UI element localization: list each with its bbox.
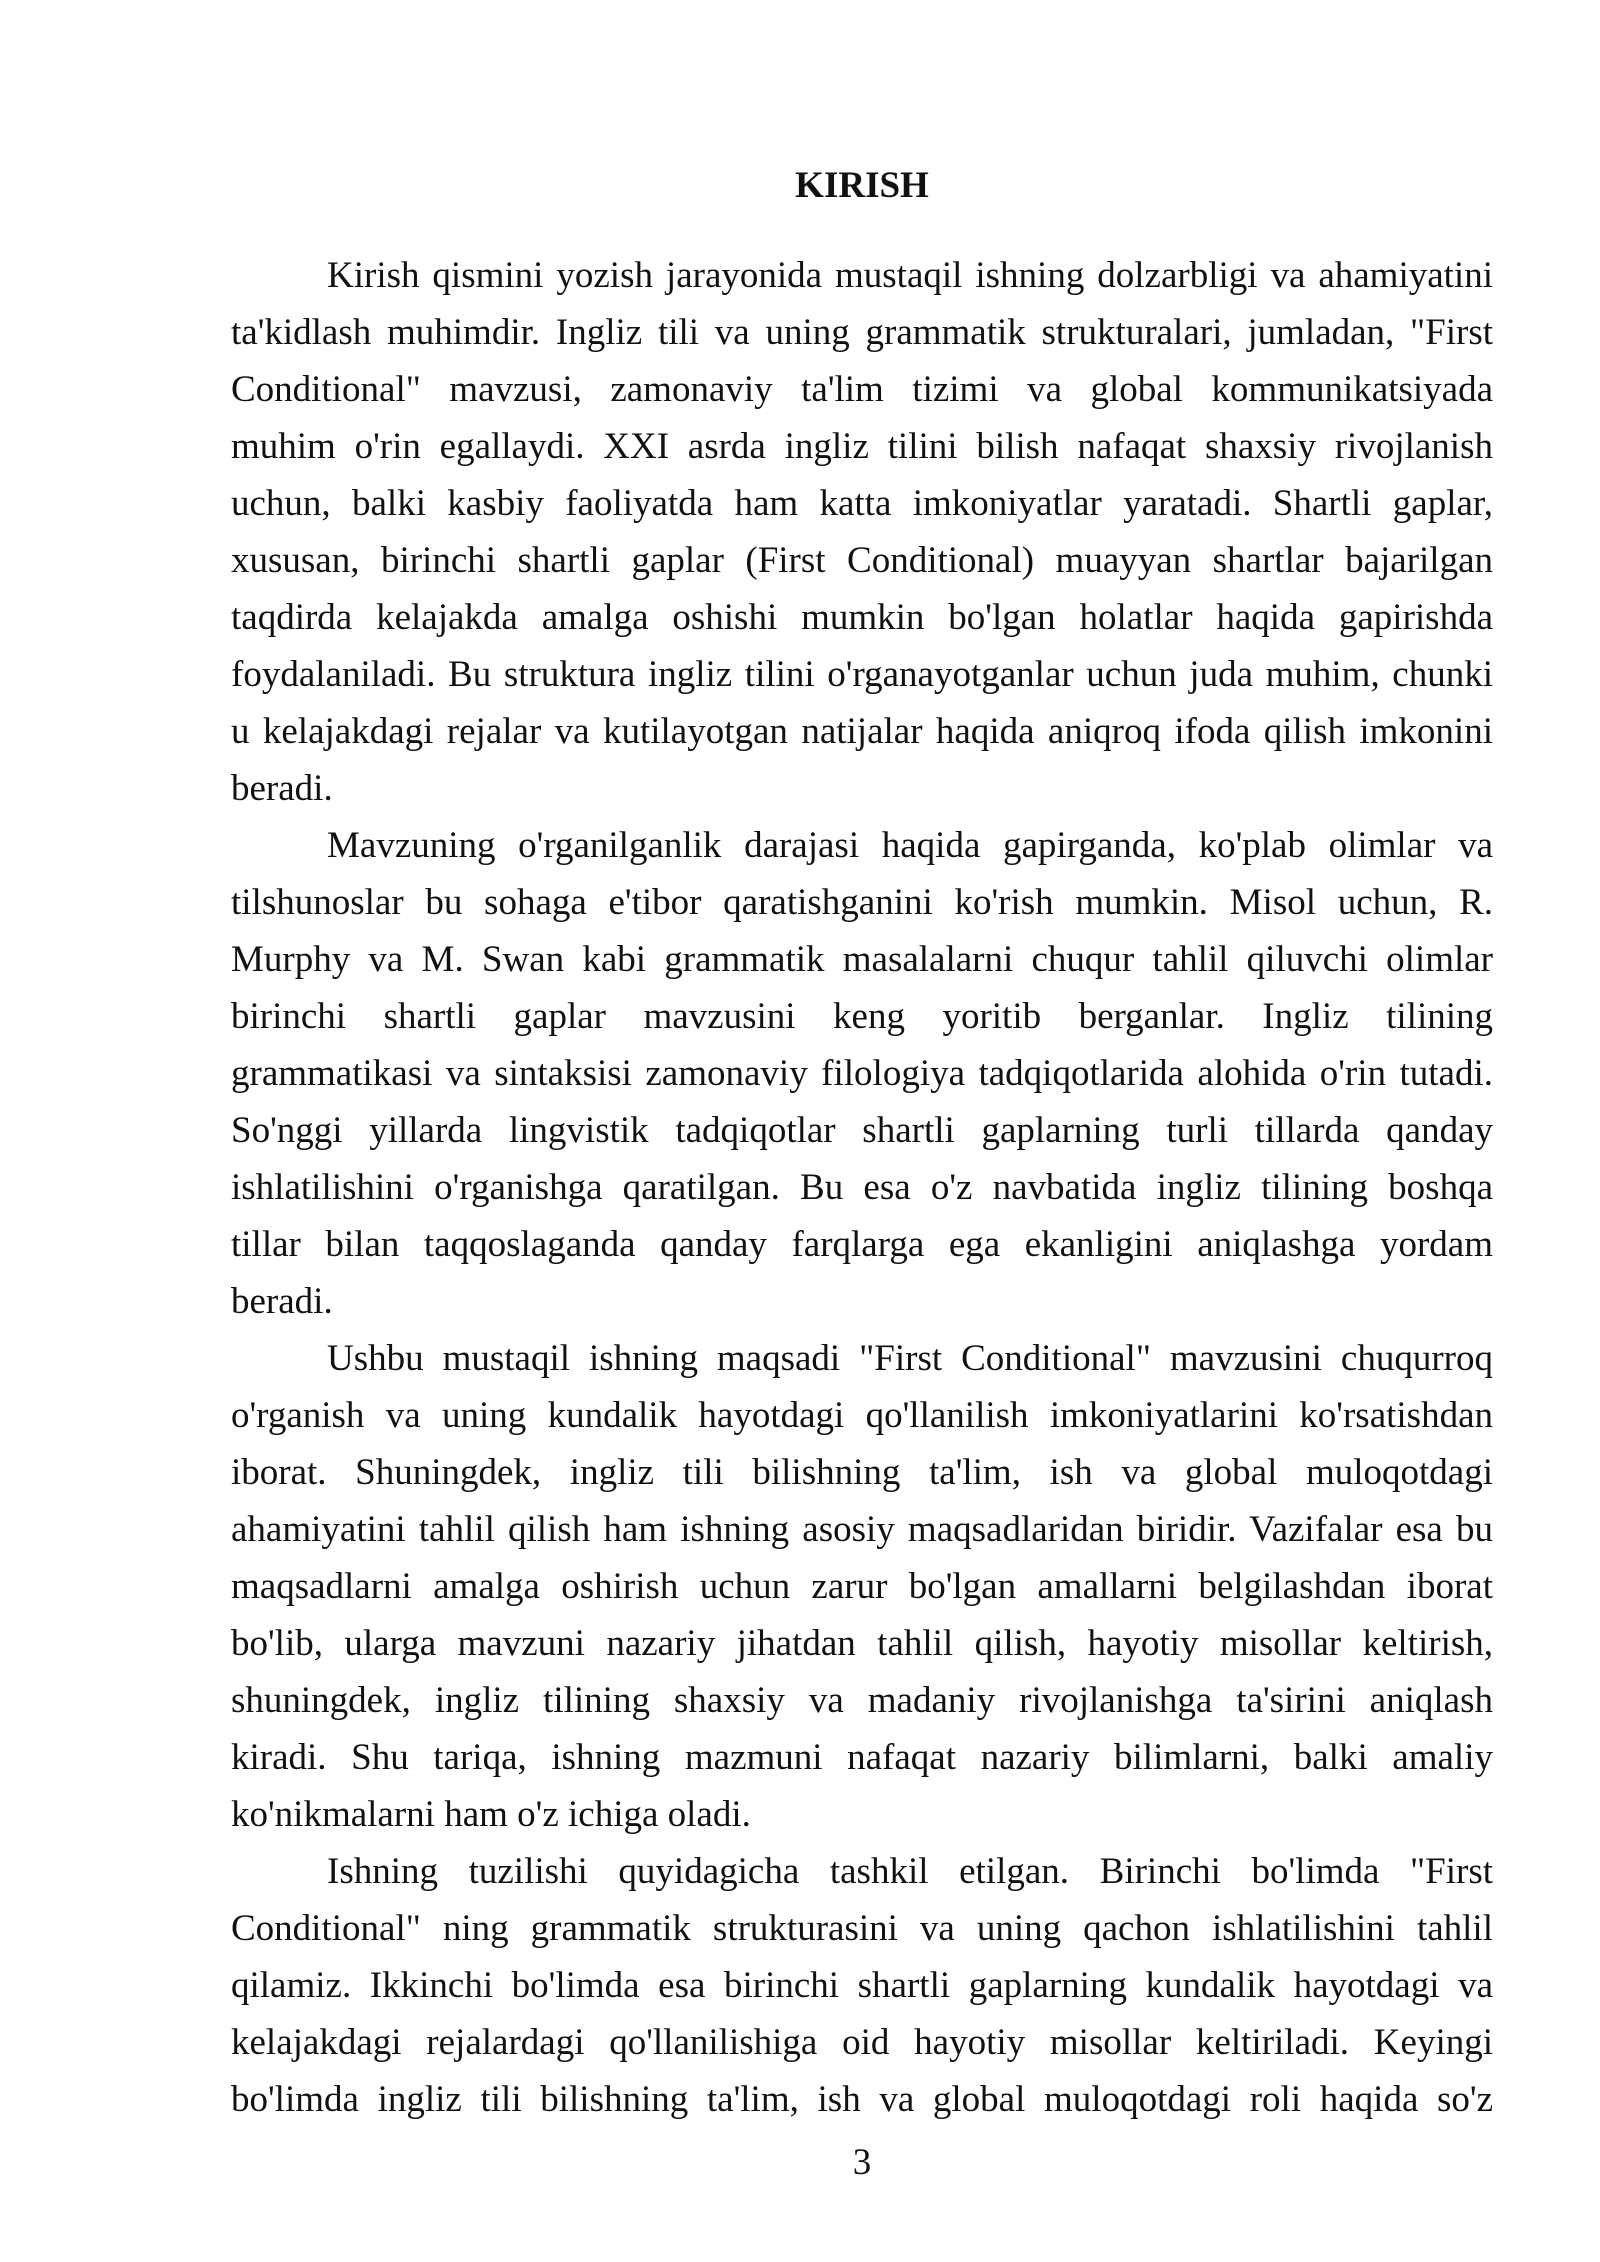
paragraph-line: o'rganish va uning kundalik hayotdagi qo'llanilish imkoniyatlarini ko'rsatishdan xyxy=(231,1395,1493,1436)
paragraph-line: qilamiz. Ikkinchi bo'limda esa birinchi shartli gaplarning kundalik hayotdagi va xyxy=(231,1965,1493,2006)
paragraph xyxy=(231,817,1493,1330)
body-text xyxy=(231,247,1493,2128)
page-number: 3 xyxy=(852,2142,872,2183)
paragraph xyxy=(231,1330,1493,1843)
paragraph-line: Conditional" mavzusi, zamonaviy ta'lim tizimi va global kommunikatsiyada xyxy=(231,369,1493,410)
paragraph-line: Mavzuning o'rganilganlik darajasi haqida gapirganda, ko'plab olimlar va xyxy=(327,825,1493,866)
paragraph-line: tillar bilan taqqoslaganda qanday farqlarga ega ekanligini aniqlashga yordam xyxy=(231,1224,1493,1265)
paragraph-line: ishlatilishini o'rganishga qaratilgan. Bu esa o'z navbatida ingliz tilining boshqa xyxy=(231,1167,1493,1208)
paragraph-line: beradi. xyxy=(231,1281,333,1322)
paragraph-line: xususan, birinchi shartli gaplar (First Conditional) muayyan shartlar bajarilgan xyxy=(231,540,1493,581)
paragraph-line: kiradi. Shu tariqa, ishning mazmuni nafaqat nazariy bilimlarni, balki amaliy xyxy=(231,1737,1493,1778)
paragraph-line: bo'limda ingliz tili bilishning ta'lim, ish va global muloqotdagi roli haqida so'z xyxy=(231,2079,1493,2120)
paragraph-line: bo'lib, ularga mavzuni nazariy jihatdan tahlil qilish, hayotiy misollar keltirish, xyxy=(231,1623,1493,1664)
paragraph-line: maqsadlarni amalga oshirish uchun zarur bo'lgan amallarni belgilashdan iborat xyxy=(231,1566,1493,1607)
paragraph-line: tilshunoslar bu sohaga e'tibor qaratishganini ko'rish mumkin. Misol uchun, R. xyxy=(231,882,1493,923)
paragraph-line: muhim o'rin egallaydi. XXI asrda ingliz tilini bilish nafaqat shaxsiy rivojlanish xyxy=(231,426,1493,467)
paragraph-line: Murphy va M. Swan kabi grammatik masalalarni chuqur tahlil qiluvchi olimlar xyxy=(231,939,1493,980)
paragraph-line: grammatikasi va sintaksisi zamonaviy filologiya tadqiqotlarida alohida o'rin tutadi. xyxy=(231,1053,1493,1094)
paragraph-line: iborat. Shuningdek, ingliz tili bilishning ta'lim, ish va global muloqotdagi xyxy=(231,1452,1493,1493)
paragraph-line: Ushbu mustaqil ishning maqsadi "First Conditional" mavzusini chuqurroq xyxy=(327,1338,1493,1379)
paragraph-line: ahamiyatini tahlil qilish ham ishning asosiy maqsadlaridan biridir. Vazifalar esa bu xyxy=(231,1509,1493,1550)
section-title: KIRISH xyxy=(795,165,929,206)
paragraph-line: ta'kidlash muhimdir. Ingliz tili va uning grammatik strukturalari, jumladan, "First xyxy=(231,312,1493,353)
paragraph-line: shuningdek, ingliz tilining shaxsiy va madaniy rivojlanishga ta'sirini aniqlash xyxy=(231,1680,1493,1721)
paragraph-line: So'nggi yillarda lingvistik tadqiqotlar shartli gaplarning turli tillarda qanday xyxy=(231,1110,1493,1151)
paragraph-line: ko'nikmalarni ham o'z ichiga oladi. xyxy=(231,1794,751,1835)
paragraph-line: Kirish qismini yozish jarayonida mustaqil ishning dolzarbligi va ahamiyatini xyxy=(327,255,1493,296)
paragraph-line: kelajakdagi rejalardagi qo'llanilishiga oid hayotiy misollar keltiriladi. Keyingi xyxy=(231,2022,1493,2063)
paragraph-line: Conditional" ning grammatik strukturasini va uning qachon ishlatilishini tahlil xyxy=(231,1908,1493,1949)
paragraph-line: beradi. xyxy=(231,768,333,809)
paragraph xyxy=(231,247,1493,817)
paragraph xyxy=(231,1843,1493,2128)
paragraph-line: u kelajakdagi rejalar va kutilayotgan natijalar haqida aniqroq ifoda qilish imkonini xyxy=(231,711,1493,752)
paragraph-line: Ishning tuzilishi quyidagicha tashkil etilgan. Birinchi bo'limda "First xyxy=(327,1851,1493,1892)
paragraph-line: taqdirda kelajakda amalga oshishi mumkin bo'lgan holatlar haqida gapirishda xyxy=(231,597,1493,638)
paragraph-line: birinchi shartli gaplar mavzusini keng yoritib berganlar. Ingliz tilining xyxy=(231,996,1493,1037)
paragraph-line: uchun, balki kasbiy faoliyatda ham katta imkoniyatlar yaratadi. Shartli gaplar, xyxy=(231,483,1493,524)
paragraph-line: foydalaniladi. Bu struktura ingliz tilini o'rganayotganlar uchun juda muhim, chunki xyxy=(231,654,1493,695)
